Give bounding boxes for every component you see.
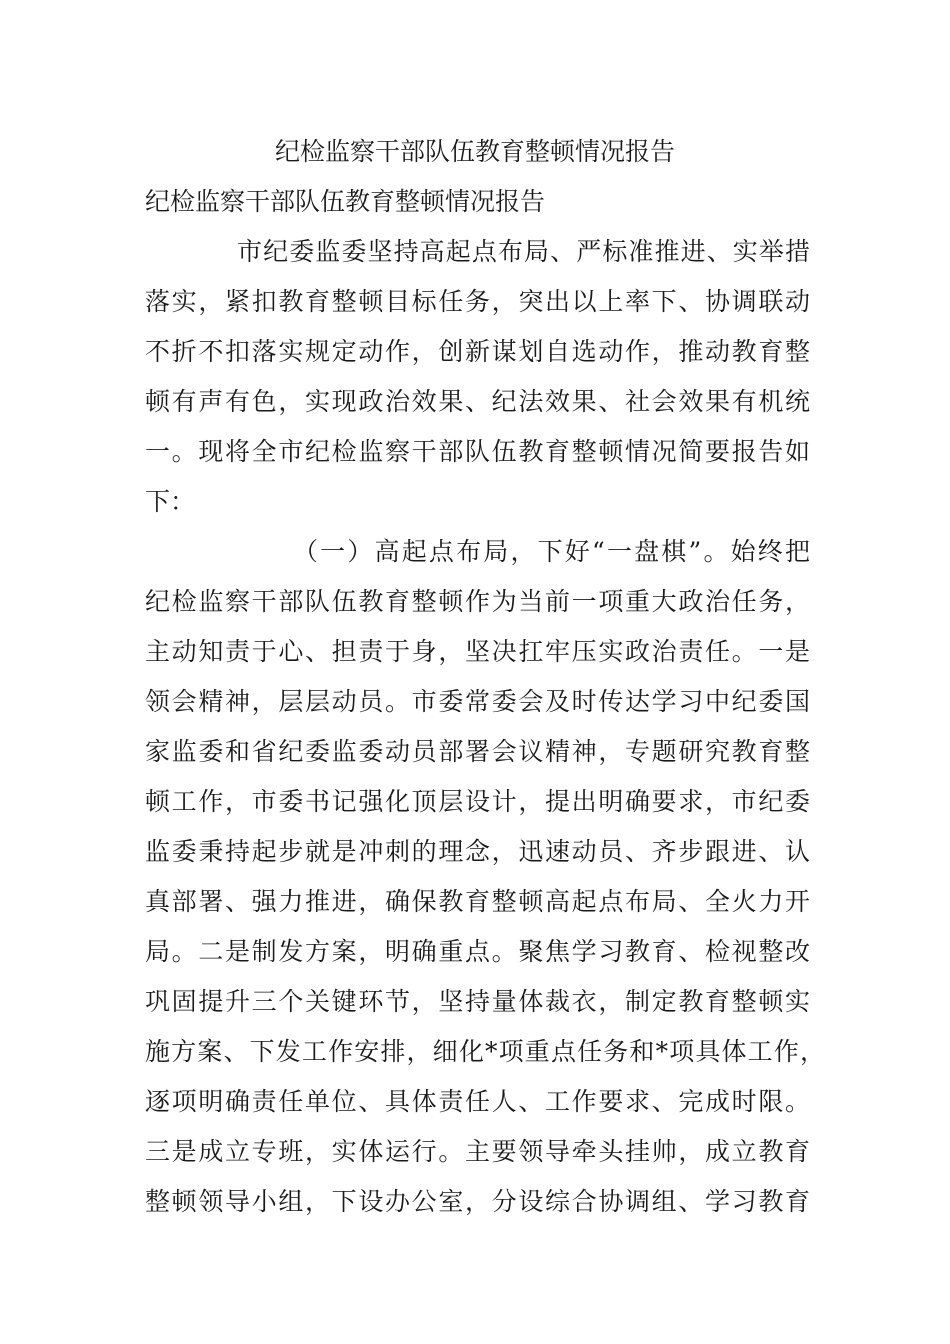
paragraph-line: （一）高起点布局，下好“一盘棋”。始终把 [293, 537, 810, 566]
paragraph-line: 真部署、强力推进，确保教育整顿高起点布局、全火力开 [145, 887, 810, 916]
paragraph-line: 巩固提升三个关键环节，坚持量体裁衣，制定教育整顿实 [145, 987, 810, 1016]
paragraph-line: 纪检监察干部队伍教育整顿作为当前一项重大政治任务， [145, 587, 810, 616]
paragraph-line: 整顿领导小组，下设办公室，分设综合协调组、学习教育 [145, 1187, 810, 1216]
document-subtitle: 纪检监察干部队伍教育整顿情况报告 [145, 187, 546, 216]
paragraph-line: 一。现将全市纪检监察干部队伍教育整顿情况简要报告如 [145, 437, 810, 466]
paragraph-line: 领会精神，层层动员。市委常委会及时传达学习中纪委国 [145, 687, 810, 716]
paragraph-line: 主动知责于心、担责于身，坚决扛牢压实政治责任。一是 [145, 637, 810, 666]
paragraph-line: 施方案、下发工作安排，细化*项重点任务和*项具体工作， [145, 1037, 825, 1066]
document-title: 纪检监察干部队伍教育整顿情况报告 [274, 137, 675, 166]
paragraph-line: 局。二是制发方案，明确重点。聚焦学习教育、检视整改 [145, 937, 810, 966]
paragraph-line: 不折不扣落实规定动作，创新谋划自选动作，推动教育整 [145, 337, 810, 366]
paragraph-line: 落实，紧扣教育整顿目标任务，突出以上率下、协调联动 [145, 287, 810, 316]
paragraph-line: 下： [145, 487, 196, 516]
paragraph-line: 三是成立专班，实体运行。主要领导牵头挂帅，成立教育 [145, 1137, 810, 1166]
paragraph-line: 监委秉持起步就是冲刺的理念，迅速动员、齐步跟进、认 [145, 837, 810, 866]
paragraph-line: 家监委和省纪委监委动员部署会议精神，专题研究教育整 [145, 737, 810, 766]
paragraph-line: 市纪委监委坚持高起点布局、严标准推进、实举措 [237, 237, 810, 266]
paragraph-line: 顿工作，市委书记强化顶层设计，提出明确要求，市纪委 [145, 787, 810, 816]
paragraph-line: 逐项明确责任单位、具体责任人、工作要求、完成时限。 [145, 1087, 810, 1116]
paragraph-line: 顿有声有色，实现政治效果、纪法效果、社会效果有机统 [145, 387, 810, 416]
